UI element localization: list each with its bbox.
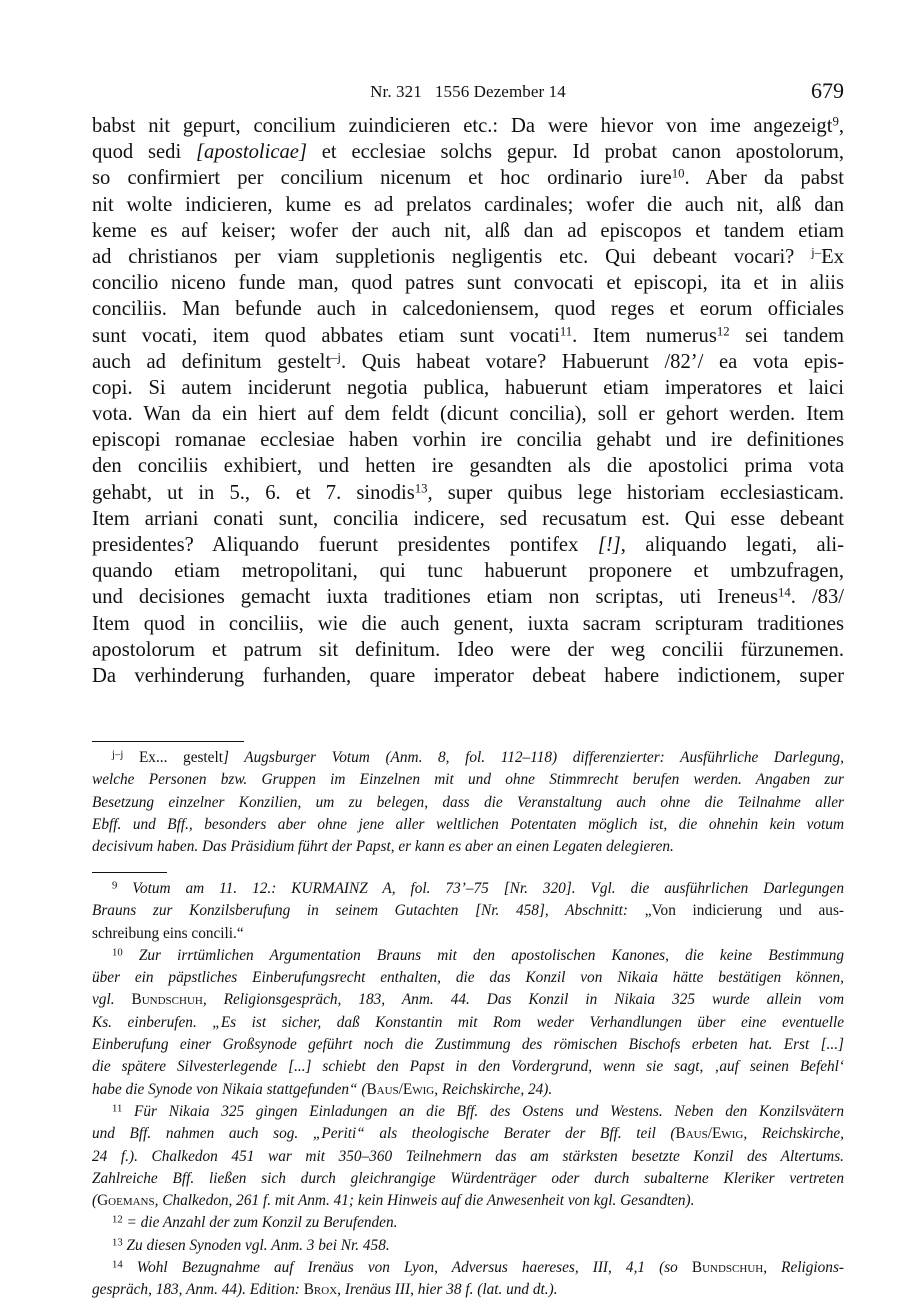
text-line: copi. Si autem inciderunt negotia publica, habuerunt etiam imperatores et laici: [92, 376, 844, 399]
author-name: Brox: [299, 1281, 338, 1299]
apparatus-line: decisivum haben. Das Präsidium führt der Papst, er kann es aber an einen Legaten delegieren.: [92, 838, 674, 856]
textual-apparatus: [92, 741, 844, 858]
apparatus-line: Ebff. und Bff., besonders aber ohne jene aller weltlichen Potentaten möglich ist, die ohnehin kein votum: [92, 815, 844, 833]
running-head: Nr. 321 1556 Dezember 14: [370, 82, 566, 101]
text-line: Item arriani conati sunt, concilia indicere, sed recusatum est. Qui esse debeant: [92, 507, 844, 530]
text-line: Item quod in conciliis, wie die auch genent, iuxta sacram scripturam traditiones: [92, 612, 844, 635]
text-line: so confirmiert per concilium nicenum et hoc ordinario iure$^{10}$. Aber da pabst: [92, 167, 844, 190]
footnote-11: $^{11}$ Für Nikaia 325 gingen Einladungen an die Bff. des Ostens und Westens. Neben den Konzilsvätern: [112, 1102, 844, 1120]
variant-mark: j–j: [112, 748, 124, 761]
text-line: keme es auf keiser; wofer der auch nit, alß dan ad episcopos et tandem etiam: [92, 219, 844, 242]
text-line: auch ad definitum gestelt$^{-j}$. Quis habeat votare? Habuerunt /82’/ ea vota epis-: [92, 350, 845, 373]
footnote-14: $^{14}$ Wohl Bezugnahme auf Irenäus von Lyon, Adversus haereses, III, 4,1 (so Bundschuh, Religions-: [112, 1258, 844, 1277]
footnote-10: $^{10}$ Zur irrtümlichen Argumentation Brauns mit den apostolischen Kanones, die keine Bestimmung: [112, 946, 844, 964]
footnote-ref[interactable]: 11: [559, 324, 573, 339]
footnote-line: schreibung eins concili.“: [92, 924, 244, 942]
apparatus-line: $^{j-j}$ Ex... gestelt] Augsburger Votum (Anm. 8, fol. 112–118) differenzierter: Ausführliche Darlegung,: [112, 748, 845, 766]
footnote-ref[interactable]: 9: [832, 114, 839, 129]
footnote-line: und Bff. nahmen auch sog. „Periti“ als theologische Berater der Bff. teil (Baus/Ewig, Reichskirche,: [92, 1125, 844, 1143]
text-line: quando etiam metropolitani, qui tunc habuerunt proponere et umbzufragen,: [92, 560, 844, 583]
editorial-insertion: [apostolicae]: [195, 141, 307, 164]
footnote-line: 24 f.). Chalkedon 451 war mit 350–360 Teilnehmern das am stärksten besetzte Konzil des Altertums.: [92, 1147, 844, 1165]
footnote-line: die spätere Silvesterlegende [...] schiebt den Papst in den Vordergrund, wenn sie sagt, ‚auf seinen Befehl‘: [92, 1058, 844, 1076]
footnote-line: habe die Synode von Nikaia stattgefunden“ (Baus/Ewig, Reichskirche, 24).: [92, 1080, 553, 1098]
apparatus-line: Besetzung einzelner Konzilien, um zu belegen, dass die Veranstaltung auch ohne die Teilnahme aller: [92, 793, 844, 811]
text-line: sunt vocati, item quod abbates etiam sunt vocati$^{11}$. Item numerus$^{12}$ sei tandem: [92, 324, 844, 347]
apparatus-line: welche Personen bzw. Gruppen im Einzelnen mit und ohne Stimmrecht berufen werden. Angaben zur: [92, 771, 844, 789]
footnote-ref[interactable]: 10: [671, 167, 685, 181]
text-line: conciliis. Man befunde auch in calcedoniensem, quod reges et eorum officiales: [92, 298, 844, 321]
footnote-ref[interactable]: 12: [716, 324, 730, 339]
editorial-sic: [!]: [597, 534, 621, 556]
footnote-ref[interactable]: 13: [414, 481, 428, 496]
text-line: ad christianos per viam suppletionis negligentis etc. Qui debeant vocari? $^{j-}$Ex: [92, 245, 844, 268]
text-line: nit wolte indicieren, kume es ad prelatos cardinales; wofer die auch nit, alß dan: [92, 193, 844, 216]
footnote-line: Ks. einberufen. „Es ist sicher, daß Konstantin mit Rom weder Verhandlungen über eine eventuelle: [92, 1013, 844, 1031]
footnote-9: $^9$ Votum am 11. 12.: KURMAINZ A, fol. 73’–75 [Nr. 320]. Vgl. die ausführlichen Darlegungen: [112, 879, 844, 897]
footnote-ref[interactable]: 14: [777, 586, 791, 600]
text-line: presidentes? Aliquando fuerunt presidentes pontifex [!], aliquando legati, ali-: [92, 534, 844, 556]
text-line: episcopi romanae ecclesiae haben vorhin ire concilia gehabt und ire definitiones: [92, 429, 844, 452]
author-name: Baus/Ewig: [675, 1125, 744, 1143]
author-name: Bundschuh: [677, 1259, 764, 1277]
text-line: den conciliis exhibiert, und hetten ire gesandten als die apostolici prima vota: [92, 455, 844, 478]
text-line: quod sedi [apostolicae] et ecclesiae solchs gepur. Id probat canon apostolorum,: [92, 141, 844, 164]
footnote-separator: [92, 872, 167, 873]
footnote-13: $^{13}$ Zu diesen Synoden vgl. Anm. 3 bei Nr. 458.: [112, 1236, 390, 1254]
footnotes: [92, 872, 844, 1302]
footnote-12: $^{12}$ = die Anzahl der zum Konzil zu Berufenden.: [112, 1214, 398, 1232]
lemma: Ex... gestelt: [138, 749, 223, 766]
footnote-line: Einberufung einer Großsynode geführt noch die Zustimmung des römischen Bischofs erbeten hat. Erst [...]: [92, 1036, 844, 1054]
author-name: Goemans: [97, 1192, 155, 1210]
footnote-line: Brauns zur Konzilsberufung in seinem Gutachten [Nr. 458], Abschnitt: „Von indicierung und aus-: [92, 902, 845, 920]
text-line: babst nit gepurt, concilium zuindicieren etc.: Da were hievor von ime angezeigt$^9$,: [92, 114, 844, 137]
page-header: [92, 78, 844, 106]
text-line: vota. Wan da ein hiert auf dem feldt (dicunt concilia), soll er gehort werden. Item: [92, 403, 844, 426]
variant-mark[interactable]: j–: [811, 245, 822, 260]
footnote-line: (Goemans, Chalkedon, 261 f. mit Anm. 41; kein Hinweis auf die Anwesenheit von kgl. Gesandten).: [92, 1192, 695, 1210]
footnote-line: vgl. Bundschuh, Religionsgespräch, 183, Anm. 44. Das Konzil in Nikaia 325 wurde allein vom: [92, 991, 844, 1009]
author-name: Bundschuh: [114, 991, 203, 1009]
author-name: Baus/Ewig: [366, 1080, 435, 1098]
text-line: apostolorum et patrum sit definitum. Ideo were der weg concilii fürzunemen.: [92, 638, 844, 661]
footnote-line: Zahlreiche Bff. ließen sich durch gleichrangige Würdenträger oder durch subalterne Kleriker vertreten: [92, 1169, 844, 1187]
text-line: gehabt, ut in 5., 6. et 7. sinodis$^{13}$, super quibus lege historiam ecclesiasticam.: [92, 481, 845, 504]
text-line: concilio niceno funde man, quod patres sunt convocati et episcopi, ita et in aliis: [92, 272, 844, 295]
footnote-line: über ein päpstliches Einberufungsrecht enthalten, die das Konzil von Nikaia hätte bestätigen können,: [92, 969, 844, 987]
text-line: und decisiones gemacht iuxta traditiones etiam non scriptas, uti Ireneus$^{14}$. /83/: [92, 586, 844, 609]
text-line: Da verhinderung furhanden, quare imperator debeat habere indictionem, super: [92, 664, 844, 687]
variant-mark[interactable]: –j: [331, 350, 341, 365]
main-text: [92, 113, 844, 689]
footnote-separator: [92, 741, 244, 742]
page-number: 679: [811, 78, 844, 103]
footnote-line: gespräch, 183, Anm. 44). Edition: Brox, Irenäus III, hier 38 f. (lat. und dt.).: [92, 1281, 558, 1299]
